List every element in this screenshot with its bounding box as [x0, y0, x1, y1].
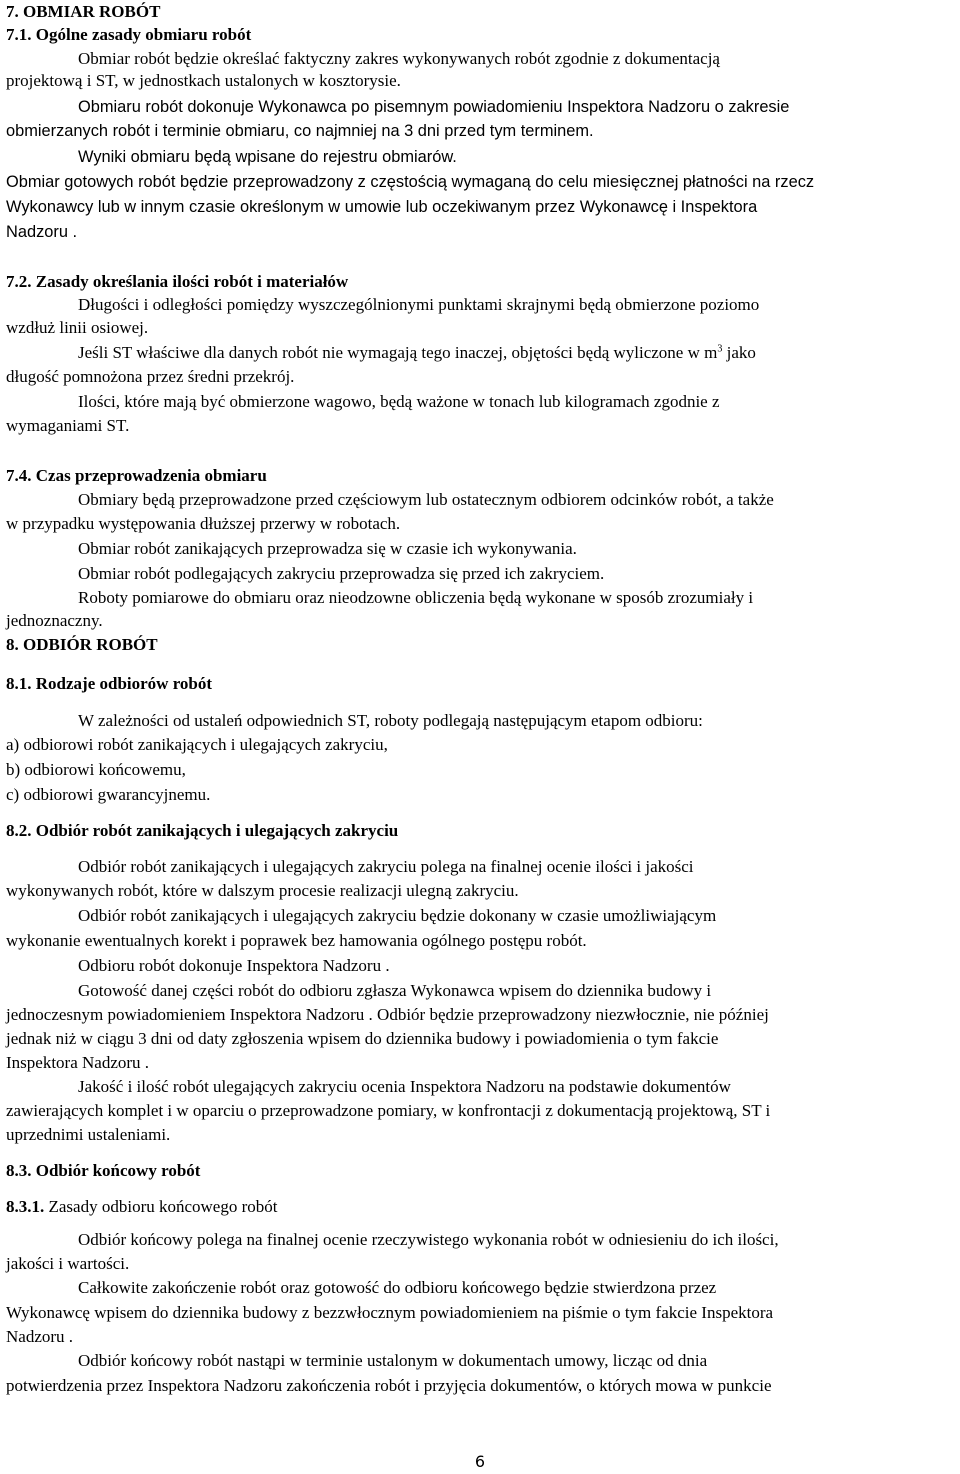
heading-section-8-1: 8.1. Rodzaje odbiorów robót: [6, 674, 213, 693]
heading-section-7: 7. OBMIAR ROBÓT: [6, 2, 161, 21]
paragraph-line: Wyniki obmiaru będą wpisane do rejestru obmiarów.: [78, 148, 457, 166]
paragraph-line: Długości i odległości pomiędzy wyszczególnionymi punktami skrajnymi będą obmierzone poziomo: [78, 295, 760, 314]
paragraph-line: jakości i wartości.: [6, 1254, 130, 1273]
list-item: c) odbiorowi gwarancyjnemu.: [6, 785, 211, 804]
paragraph-line: jednak niż w ciągu 3 dni od daty zgłoszenia wpisem do dziennika budowy i powiadomienia o tym fakcie: [6, 1029, 719, 1048]
paragraph-line: wykonanie ewentualnych korekt i poprawek bez hamowania ogólnego postępu robót.: [6, 931, 587, 950]
paragraph-text: Jeśli ST właściwe dla danych robót nie wymagają tego inaczej, objętości będą wyliczone w m: [78, 343, 718, 362]
heading-number: 8.3.1.: [6, 1197, 45, 1216]
paragraph-line: Odbiór końcowy robót nastąpi w terminie ustalonym w dokumentach umowy, licząc od dnia: [78, 1351, 708, 1370]
list-item: b) odbiorowi końcowemu,: [6, 760, 186, 779]
paragraph-line: Ilości, które mają być obmierzone wagowo, będą ważone w tonach lub kilogramach zgodnie z: [78, 392, 720, 411]
paragraph-line: W zależności od ustaleń odpowiednich ST, roboty podlegają następującym etapom odbioru:: [78, 711, 703, 730]
paragraph-line: Nadzoru .: [6, 1327, 74, 1346]
paragraph-line: obmierzanych robót i terminie obmiaru, co najmniej na 3 dni przed tym terminem.: [6, 122, 594, 140]
paragraph-line: wykonywanych robót, które w dalszym procesie realizacji ulegną zakryciu.: [6, 881, 519, 900]
paragraph-line: Odbiór robót zanikających i ulegających zakryciu będzie dokonany w czasie umożliwiającym: [78, 906, 717, 925]
paragraph-line: Wykonawcy lub w innym czasie określonym w umowie lub oczekiwanym przez Wykonawcę i Inspektora: [6, 198, 758, 216]
list-item: a) odbiorowi robót zanikających i ulegających zakryciu,: [6, 735, 388, 754]
paragraph-line: Całkowite zakończenie robót oraz gotowość do odbioru końcowego będzie stwierdzona przez: [78, 1278, 717, 1297]
paragraph-line: Wykonawcę wpisem do dziennika budowy z bezzwłocznym powiadomieniem na piśmie o tym fakcie Inspektora: [6, 1303, 774, 1322]
paragraph-line: Roboty pomiarowe do obmiaru oraz nieodzowne obliczenia będą wykonane w sposób zrozumiały i: [78, 588, 754, 607]
paragraph-line: Obmiar robót zanikających przeprowadza się w czasie ich wykonywania.: [78, 539, 577, 558]
paragraph-line: Odbiór końcowy polega na finalnej ocenie rzeczywistego wykonania robót w odniesieniu do ich ilości,: [78, 1230, 779, 1249]
heading-text: Zasady odbioru końcowego robót: [48, 1197, 278, 1216]
paragraph-line: Odbiór robót zanikających i ulegających zakryciu polega na finalnej ocenie ilości i jakości: [78, 857, 694, 876]
paragraph-line: projektową i ST, w jednostkach ustalonych w kosztorysie.: [6, 71, 401, 90]
paragraph-line: Obmiaru robót dokonuje Wykonawca po pisemnym powiadomieniu Inspektora Nadzoru o zakresie: [78, 98, 790, 116]
paragraph-text: jako: [722, 343, 756, 362]
superscript: 3: [717, 343, 723, 355]
paragraph-line: wzdłuż linii osiowej.: [6, 318, 149, 337]
paragraph-line: Gotowość danej części robót do odbioru zgłasza Wykonawca wpisem do dziennika budowy i: [78, 981, 712, 1000]
paragraph-line: Obmiar gotowych robót będzie przeprowadzony z częstością wymaganą do celu miesięcznej płatności na rzecz: [6, 173, 815, 191]
paragraph-line: jednoznaczny.: [6, 611, 103, 630]
heading-section-8-2: 8.2. Odbiór robót zanikających i ulegających zakryciu: [6, 821, 399, 840]
paragraph-line: Obmiary będą przeprowadzone przed częściowym lub ostatecznym odbiorem odcinków robót, a także: [78, 490, 774, 509]
paragraph-line: wymaganiami ST.: [6, 416, 130, 435]
paragraph-line: Odbioru robót dokonuje Inspektora Nadzoru .: [78, 956, 390, 975]
paragraph-line: Obmiar robót będzie określać faktyczny zakres wykonywanych robót zgodnie z dokumentacją: [78, 49, 720, 68]
paragraph-line: Nadzoru .: [6, 223, 78, 241]
heading-section-7-1: 7.1. Ogólne zasady obmiaru robót: [6, 25, 252, 44]
heading-section-7-4: 7.4. Czas przeprowadzenia obmiaru: [6, 466, 267, 485]
paragraph-line: Obmiar robót podlegających zakryciu przeprowadza się przed ich zakryciem.: [78, 564, 605, 583]
paragraph-line: potwierdzenia przez Inspektora Nadzoru zakończenia robót i przyjęcia dokumentów, o których mowa w punkcie: [6, 1376, 772, 1395]
paragraph-line: Jakość i ilość robót ulegających zakryciu ocenia Inspektora Nadzoru na podstawie dokumentów: [78, 1077, 731, 1096]
paragraph-line: jednoczesnym powiadomieniem Inspektora Nadzoru . Odbiór będzie przeprowadzony niezwłocznie, nie później: [6, 1005, 769, 1024]
heading-section-8-3: 8.3. Odbiór końcowy robót: [6, 1161, 201, 1180]
paragraph-line: w przypadku występowania dłuższej przerwy w robotach.: [6, 514, 401, 533]
paragraph-line: zawierających komplet i w oparciu o przeprowadzone pomiary, w konfrontacji z dokumentacją projektową, ST i: [6, 1101, 771, 1120]
heading-section-7-2: 7.2. Zasady określania ilości robót i materiałów: [6, 272, 349, 291]
paragraph-line: uprzednimi ustaleniami.: [6, 1125, 171, 1144]
heading-section-8-3-1: [6, 1197, 277, 1217]
paragraph-line: Inspektora Nadzoru .: [6, 1053, 150, 1072]
page-number: 6: [474, 1452, 486, 1471]
heading-section-8: 8. ODBIÓR ROBÓT: [6, 635, 158, 654]
paragraph-line: długość pomnożona przez średni przekrój.: [6, 367, 295, 386]
paragraph-line: [78, 343, 756, 363]
